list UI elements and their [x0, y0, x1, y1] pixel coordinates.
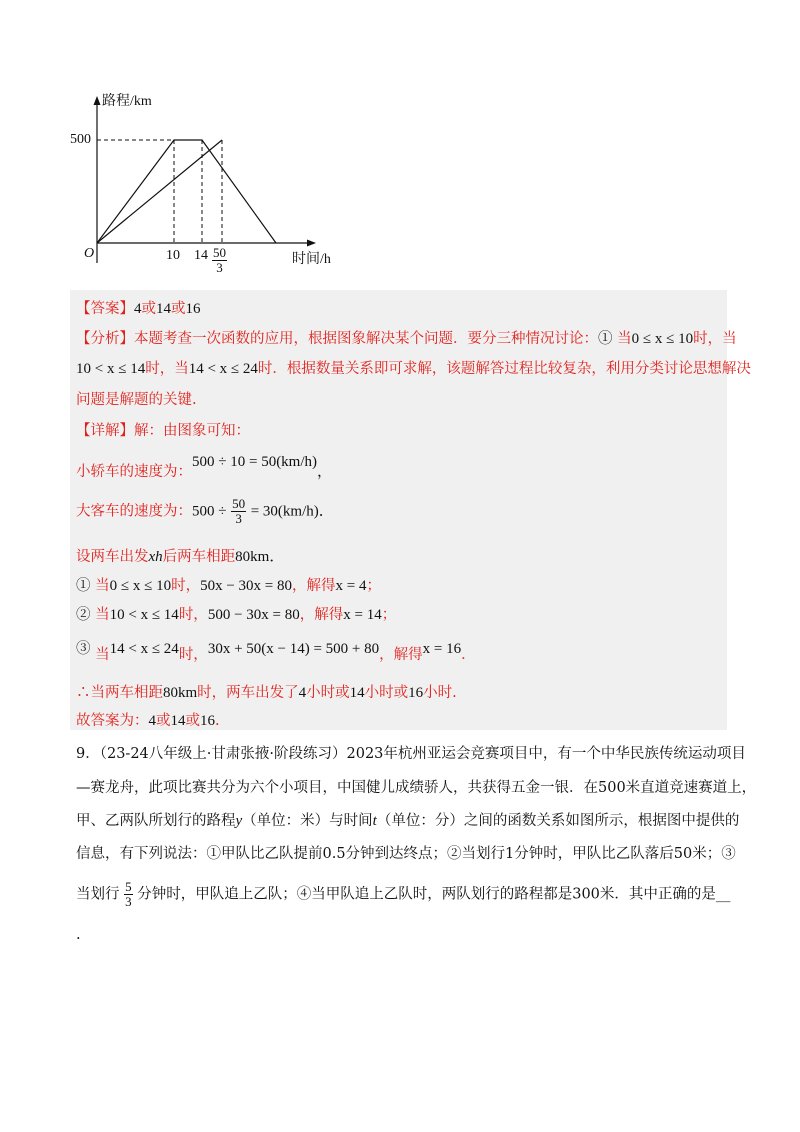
- car-speed-label: 小轿车的速度为：: [76, 464, 192, 480]
- answer-tag: 【答案】: [76, 301, 134, 317]
- detail-line-1: [76, 419, 250, 440]
- case-2-solve: ，解得: [299, 607, 344, 623]
- analysis-text-t2: 时，当: [145, 361, 189, 377]
- answer-value-3: 16: [185, 301, 201, 317]
- bus-speed-post: = 30(km/h): [250, 503, 319, 520]
- analysis-when: 当: [617, 331, 632, 347]
- analysis-line-1: [76, 327, 737, 348]
- set-var-text: xh: [148, 549, 163, 565]
- case-2-circle: ②: [76, 607, 91, 623]
- analysis-text-t3: 时．根据数量关系即可求解，该题解答过程比较复杂，利用分类讨论思想解决: [257, 361, 751, 377]
- case-3-eq: 30x + 50(x − 14) = 500 + 80: [207, 641, 380, 657]
- conclusion-t1: 小时或: [306, 685, 350, 701]
- final-a: 4: [148, 713, 156, 729]
- detail-tag: 【详解】: [76, 423, 134, 439]
- conclusion-t2: 小时或: [364, 685, 409, 701]
- question-line-3-post: （单位：分）之间的函数关系如图所示，根据图中提供的: [376, 813, 740, 829]
- conclusion-mid: 时，两车出发了: [197, 685, 299, 701]
- case-2-range: 10 < x ≤ 14: [109, 607, 179, 623]
- conclusion-pre: ∴当两车相距: [76, 685, 163, 701]
- case-1-line: [76, 574, 381, 595]
- y-tick-500: 500: [70, 132, 91, 147]
- final-c: 16: [200, 713, 215, 729]
- set-pre: 设两车出发: [76, 549, 149, 565]
- analysis-line-2: [76, 357, 751, 378]
- x-tick-frac-den: 3: [216, 260, 223, 275]
- case-1-range: 0 ≤ x ≤ 10: [109, 578, 172, 594]
- set-mid: 后两车相距: [162, 549, 236, 565]
- case-3-end: ．: [461, 647, 476, 663]
- x-axis-label: 时间/h: [292, 252, 331, 267]
- case-1-solve: ，解得: [292, 578, 336, 594]
- analysis-range-2: 10 < x ≤ 14: [76, 361, 146, 377]
- case-2-t: 时，: [178, 607, 208, 623]
- analysis-tag: 【分析】: [76, 331, 134, 347]
- question-line-1: 9．（23-24八年级上·甘肃张掖·阶段练习）2023年杭州亚运会竞赛项目中，有一个中华民族传统运动项目: [76, 746, 746, 762]
- answer-line: [76, 297, 201, 318]
- car-speed-math: 500 ÷ 10 = 50(km/h): [192, 454, 318, 470]
- question-line-2: —赛龙舟，此项比赛共分为六个小项目，中国健儿成绩骄人，共获得五金一银．在500米直道竞速赛道上，: [76, 780, 757, 796]
- case-2-when: 当: [95, 607, 110, 623]
- case-3-circle: ③: [76, 641, 91, 657]
- car-line: [97, 140, 276, 243]
- final-or-1: 或: [156, 713, 171, 729]
- bus-speed-frac-num: 50: [232, 496, 246, 511]
- set-line: [76, 545, 284, 566]
- question-line-3: [76, 809, 739, 830]
- bus-speed-line: [76, 497, 334, 526]
- answer-blank[interactable]: __: [715, 886, 731, 903]
- answer-value-1: 4: [134, 301, 142, 317]
- detail-intro: 解：由图象可知：: [134, 423, 250, 439]
- answer-value-2: 14: [156, 301, 171, 317]
- question-var-t-text: t: [372, 813, 377, 829]
- x-tick-14: 14: [194, 248, 208, 263]
- analysis-text-t1: 时，当: [693, 331, 737, 347]
- final-or-2: 或: [185, 713, 200, 729]
- origin-label: O: [84, 246, 95, 261]
- answer-or-1: 或: [141, 301, 156, 317]
- car-speed-end: ，: [317, 464, 333, 480]
- final-end: .: [215, 713, 220, 729]
- bus-speed-end: ．: [318, 503, 334, 520]
- set-dist: 80km: [235, 549, 270, 565]
- conclusion-a: 4: [298, 685, 307, 701]
- case-1-result: x = 4: [335, 578, 367, 594]
- case-1-circle: ①: [76, 578, 91, 594]
- question-frac-den: 3: [125, 894, 132, 909]
- answer-or-2: 或: [171, 301, 186, 317]
- question-var-y-text: y: [235, 813, 243, 829]
- case-2-eq: 500 − 30x = 80: [207, 607, 300, 623]
- case-1-eq: 50x − 30x = 80: [200, 578, 292, 594]
- x-axis-arrow: [307, 240, 316, 247]
- final-b: 14: [170, 713, 186, 729]
- case-3-when: 当: [95, 647, 110, 663]
- case-3-t: 时，: [178, 647, 208, 663]
- question-line-6: .: [76, 927, 81, 943]
- case-1-t: 时，: [171, 578, 201, 594]
- x-tick-50-3: [212, 246, 227, 275]
- question-line-3-mid: （单位：米）与时间: [242, 813, 373, 829]
- question-line-3-pre: 甲、乙两队所划行的路程: [76, 813, 236, 829]
- final-answer-line: [76, 709, 220, 730]
- bus-speed-frac: [231, 497, 246, 526]
- case-2-result: x = 14: [343, 607, 382, 623]
- car-speed-line: [76, 450, 333, 480]
- case-3-result: x = 16: [422, 641, 462, 657]
- case-3-solve: ，解得: [379, 647, 423, 663]
- bus-speed-frac-den: 3: [235, 511, 242, 526]
- conclusion-dist: 80km: [163, 685, 198, 701]
- x-tick-10: 10: [166, 248, 180, 263]
- case-1-end: ；: [366, 578, 381, 594]
- set-end: ．: [269, 549, 285, 565]
- analysis-range-3: 14 < x ≤ 24: [188, 361, 258, 377]
- bus-line: [97, 140, 222, 243]
- x-tick-frac-num: 50: [213, 245, 226, 260]
- case-3-line: [76, 637, 476, 663]
- set-var: [149, 549, 163, 565]
- conclusion-t3: 小时.: [423, 685, 457, 701]
- question-line-5-post: 分钟时，甲队追上乙队；④当甲队追上乙队时，两队划行的路程都是300米．其中正确的是: [137, 886, 716, 903]
- y-axis-arrow: [94, 96, 101, 105]
- y-axis-label: 路程/km: [102, 94, 152, 109]
- case-1-when: 当: [95, 578, 110, 594]
- case-2-line: [76, 603, 396, 624]
- question-line-4: 信息，有下列说法：①甲队比乙队提前0.5分钟到达终点；②当划行1分钟时，甲队比乙队落后50米；③: [76, 846, 736, 862]
- analysis-circle-1: ①: [598, 331, 613, 347]
- conclusion-line: [76, 681, 457, 702]
- question-line-5: [76, 880, 730, 909]
- analysis-line-3: [76, 388, 197, 409]
- conclusion-c: 16: [408, 685, 424, 701]
- analysis-text-1: 本题考查一次函数的应用，根据图象解决某个问题．要分三种情况讨论：: [134, 331, 598, 347]
- bus-speed-label: 大客车的速度为：: [76, 503, 192, 520]
- question-line-5-pre: 当划行: [76, 886, 120, 903]
- question-frac-num: 5: [125, 879, 132, 894]
- case-3-range: 14 < x ≤ 24: [109, 641, 179, 657]
- distance-time-graph: [70, 88, 370, 278]
- analysis-range-1: 0 ≤ x ≤ 10: [631, 331, 694, 347]
- analysis-text-3: 问题是解题的关键.: [76, 392, 197, 408]
- bus-speed-pre: 500 ÷: [192, 503, 227, 520]
- question-frac-5-3: [124, 880, 133, 909]
- final-label: 故答案为：: [76, 713, 149, 729]
- conclusion-b: 14: [349, 685, 365, 701]
- case-2-end: ；: [381, 607, 397, 623]
